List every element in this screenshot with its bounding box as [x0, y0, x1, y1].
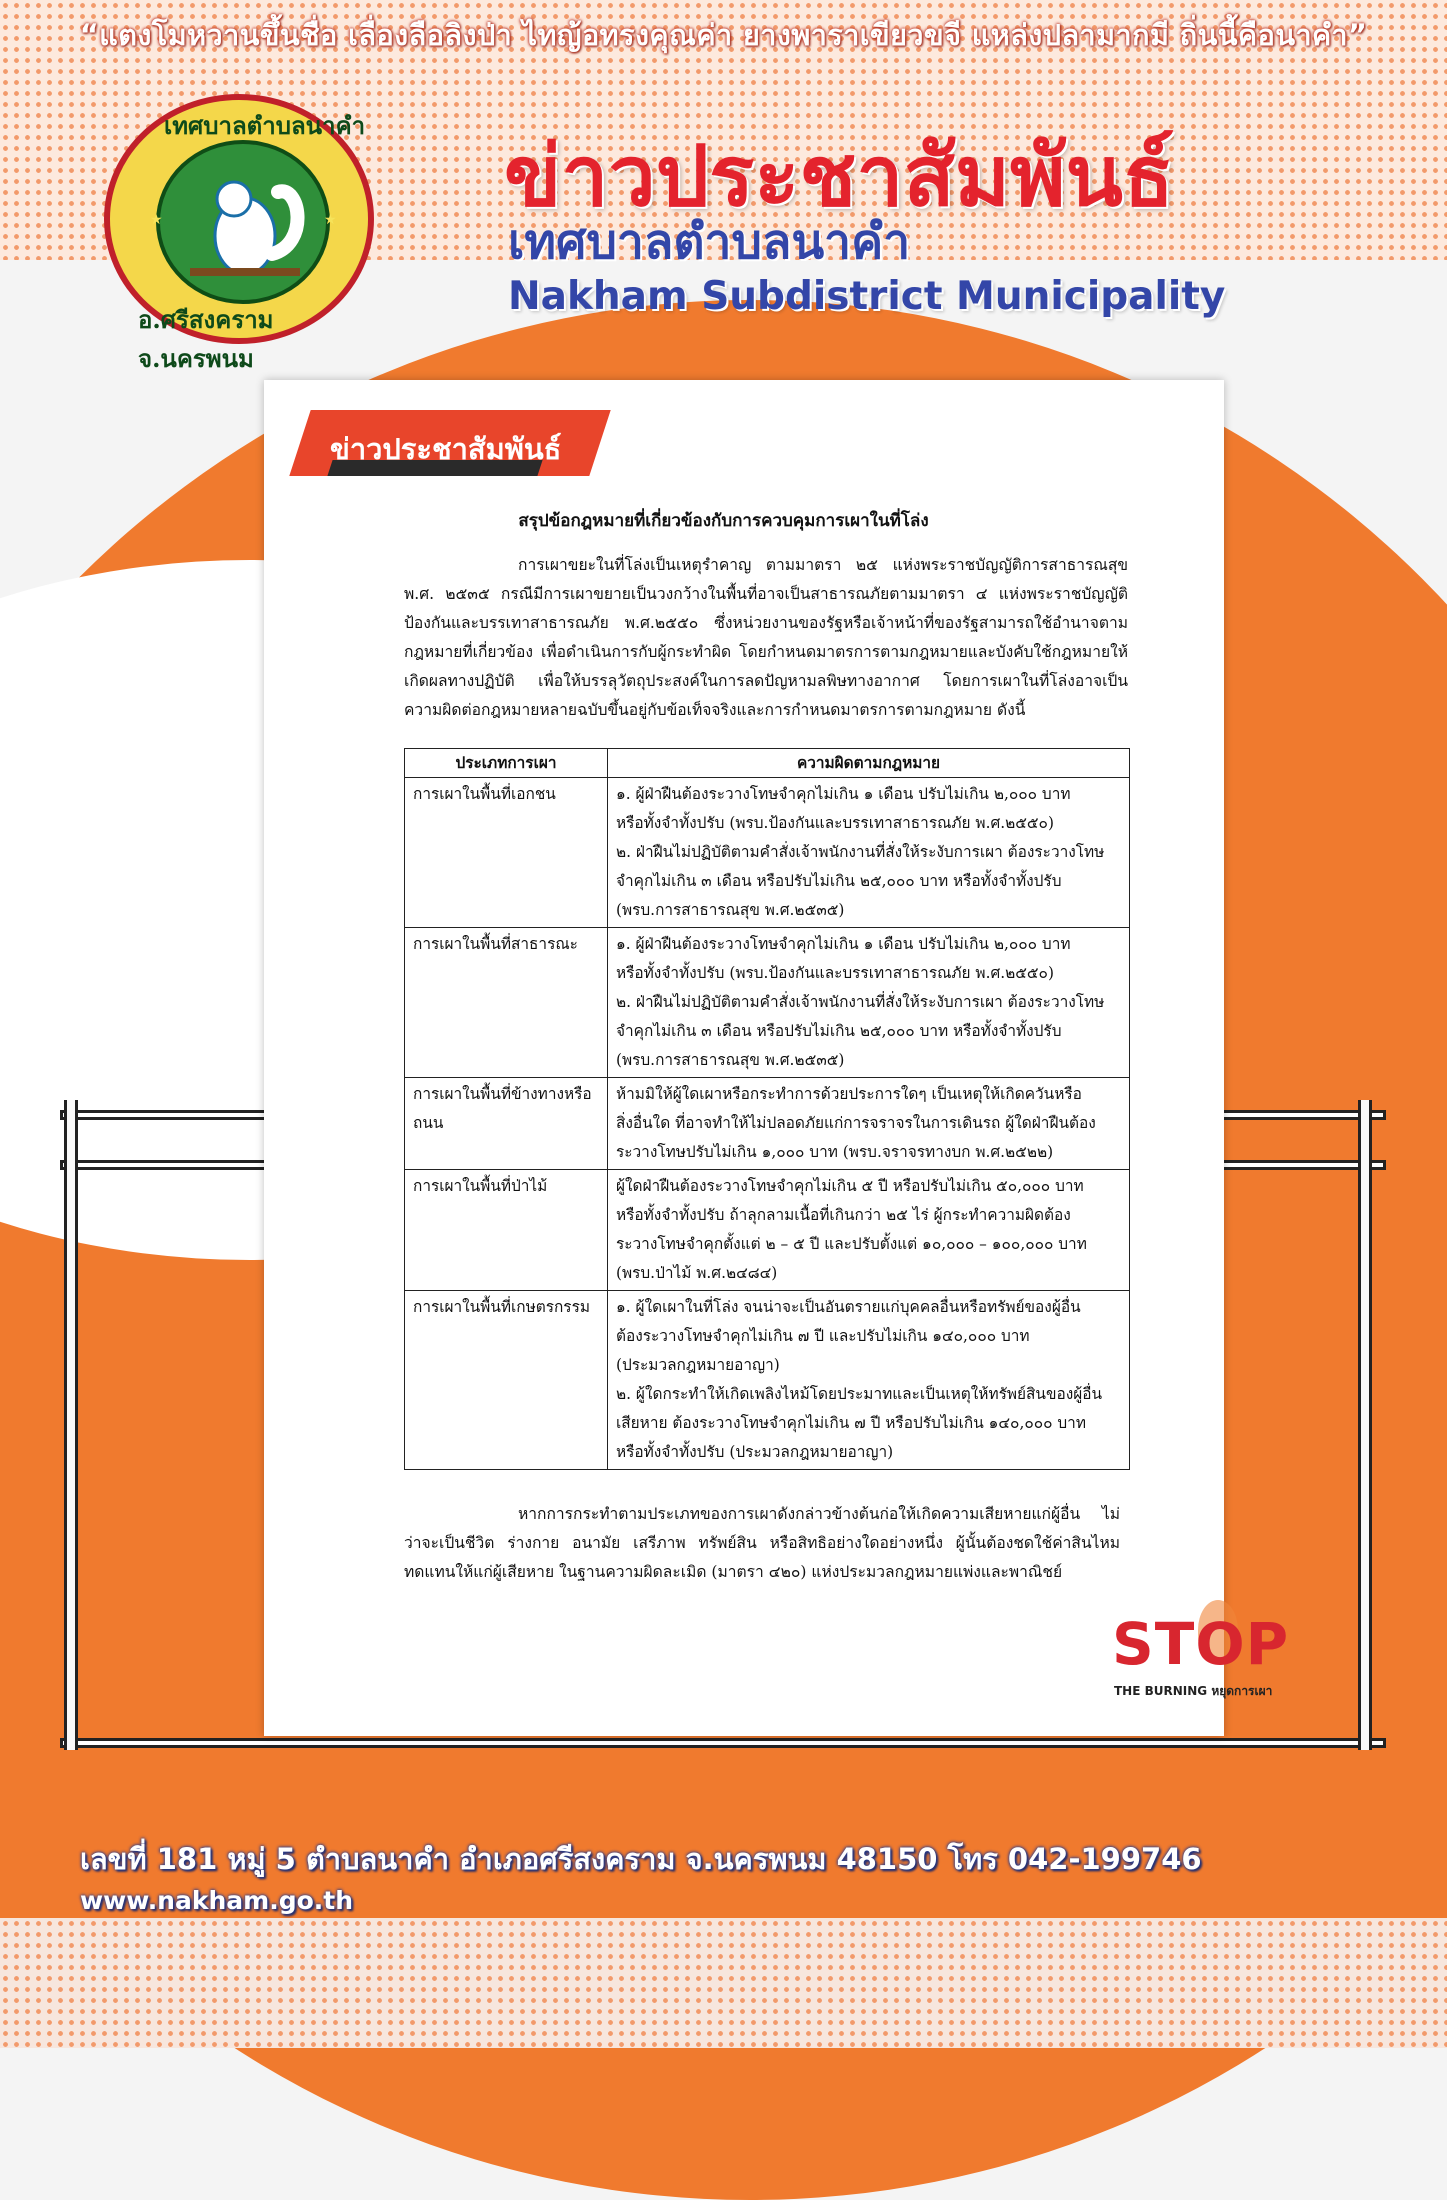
offense-line: ระวางโทษปรับไม่เกิน ๑,๐๐๐ บาท (พรบ.จราจรทางบก พ.ศ.๒๕๒๒): [616, 1143, 1054, 1161]
offense-line: สิ่งอื่นใด ที่อาจทำให้ไม่ปลอดภัยแก่การจราจรในการเดินรถ ผู้ใดฝ่าฝืนต้อง: [616, 1114, 1096, 1132]
footer-website-link[interactable]: www.nakham.go.th: [80, 1886, 354, 1915]
fence-post: [1358, 1100, 1372, 1750]
column-header-offense: ความผิดตามกฎหมาย: [608, 749, 1130, 778]
burn-type-cell: การเผาในพื้นที่ข้างทางหรือถนน: [405, 1078, 608, 1170]
offense-cell: [608, 778, 1130, 928]
offense-line: (พรบ.การสาธารณสุข พ.ศ.๒๕๓๕): [616, 901, 845, 919]
law-table: [404, 748, 1130, 1470]
offense-line: ๑. ผู้ใดเผาในที่โล่ง จนน่าจะเป็นอันตรายแก่บุคคลอื่นหรือทรัพย์ของผู้อื่น: [616, 1298, 1081, 1316]
offense-cell: [608, 1291, 1130, 1470]
table-row: [405, 1078, 1130, 1170]
dotted-background-bottom: [0, 1918, 1447, 2048]
fence-rail: [60, 1738, 1386, 1748]
organization-name-english: Nakham Subdistrict Municipality: [508, 274, 1226, 319]
burn-type-cell: การเผาในพื้นที่ป่าไม้: [405, 1170, 608, 1291]
fence-post: [64, 1100, 78, 1750]
offense-line: ๒. ฝ่าฝืนไม่ปฏิบัติตามคำสั่งเจ้าพนักงานที่สั่งให้ระงับการเผา ต้องระวางโทษ: [616, 993, 1105, 1011]
offense-line: ๑. ผู้ฝ่าฝืนต้องระวางโทษจำคุกไม่เกิน ๑ เดือน ปรับไม่เกิน ๒,๐๐๐ บาท: [616, 935, 1071, 953]
intro-text: การเผาขยะในที่โล่งเป็นเหตุรำคาญ ตามมาตรา ๒๕ แห่งพระราชบัญญัติการสาธารณสุข พ.ศ. ๒๕๓๕ กรณีมีการเผาขยายเป็นวงกว้างในพื้นที่อาจเป็นสาธารณภัยตามมาตรา ๔ แห่งพระราชบัญญัติป้องกันและบรรเทาสาธารณภัย พ.ศ.๒๕๕๐ ซึ่งหน่วยงานของรัฐหรือเจ้าหน้าที่ของรัฐสามารถใช้อำนาจตามกฎหมายที่เกี่ยวข้อง เพื่อดำเนินการกับผู้กระทำผิด โดยกำหนดมาตรการตามกฎหมายและบังคับใช้กฎหมายให้เกิดผลทางปฏิบัติ เพื่อให้บรรลุวัตถุประสงค์ในการลดปัญหามลพิษทางอากาศ โดยการเผาในที่โล่งอาจเป็นความผิดต่อกฎหมายหลายฉบับขึ้นอยู่กับข้อเท็จจริงและการกำหนดมาตรการตามกฎหมาย ดังนี้: [404, 556, 1128, 719]
offense-line: ผู้ใดฝ่าฝืนต้องระวางโทษจำคุกไม่เกิน ๕ ปี หรือปรับไม่เกิน ๕๐,๐๐๐ บาท: [616, 1177, 1084, 1195]
offense-cell: [608, 1170, 1130, 1291]
star-icon: ★: [150, 212, 163, 228]
offense-cell: [608, 928, 1130, 1078]
offense-line: ต้องระวางโทษจำคุกไม่เกิน ๗ ปี และปรับไม่เกิน ๑๔๐,๐๐๐ บาท: [616, 1327, 1030, 1345]
offense-line: (พรบ.การสาธารณสุข พ.ศ.๒๕๓๕): [616, 1051, 845, 1069]
municipality-seal-logo: [104, 94, 374, 373]
offense-line: หรือทั้งจำทั้งปรับ (พรบ.ป้องกันและบรรเทาสาธารณภัย พ.ศ.๒๕๕๐): [616, 964, 1054, 982]
intro-paragraph: [404, 551, 1128, 725]
star-icon: ★: [324, 212, 337, 228]
offense-line: ระวางโทษจำคุกตั้งแต่ ๒ – ๕ ปี และปรับตั้งแต่ ๑๐,๐๐๐ – ๑๐๐,๐๐๐ บาท: [616, 1235, 1087, 1253]
seal-inner-emblem: [156, 140, 330, 304]
table-row: [405, 1291, 1130, 1470]
stop-logo-subtitle: THE BURNING หยุดการเผา: [1114, 1684, 1273, 1698]
seal-bottom-text: อ.ศรีสงคราม จ.นครพนม: [138, 305, 274, 373]
offense-line: จำคุกไม่เกิน ๓ เดือน หรือปรับไม่เกิน ๒๕,๐๐๐ บาท หรือทั้งจำทั้งปรับ: [616, 872, 1062, 890]
squirrel-icon: [160, 144, 326, 300]
offense-line: หรือทั้งจำทั้งปรับ (ประมวลกฎหมายอาญา): [616, 1443, 894, 1461]
table-row: [405, 778, 1130, 928]
seal-top-text: เทศบาลตำบลนาคำ: [164, 111, 366, 140]
stop-burning-logo: [1098, 1600, 1326, 1704]
burn-type-cell: การเผาในพื้นที่เกษตรกรรม: [405, 1291, 608, 1470]
offense-line: (พรบ.ป่าไม้ พ.ศ.๒๔๘๔): [616, 1264, 778, 1282]
table-header-row: [405, 749, 1130, 778]
page-title: ข่าวประชาสัมพันธ์: [504, 127, 1175, 225]
closing-text: หากการกระทำตามประเภทของการเผาดังกล่าวข้างต้นก่อให้เกิดความเสียหายแก่ผู้อื่น ไม่ว่าจะเป็นชีวิต ร่างกาย อนามัย เสรีภาพ ทรัพย์สิน หรือสิทธิอย่างใดอย่างหนึ่ง ผู้นั้นต้องชดใช้ค่าสินไหมทดแทนให้แก่ผู้เสียหาย ในฐานความผิดละเมิด (มาตรา ๔๒๐) แห่งประมวลกฎหมายแพ่งและพาณิชย์: [404, 1505, 1120, 1581]
offense-line: เสียหาย ต้องระวางโทษจำคุกไม่เกิน ๗ ปี หรือปรับไม่เกิน ๑๔๐,๐๐๐ บาท: [616, 1414, 1086, 1432]
table-row: [405, 928, 1130, 1078]
slogan-banner: “แตงโมหวานขึ้นชื่อ เลื่องลือลิงป่า ไทญ้อทรงคุณค่า ยางพาราเขียวขจี แหล่งปลามากมี ถิ่นนี้คือนาคำ”: [79, 18, 1368, 52]
column-header-type: ประเภทการเผา: [405, 749, 608, 778]
offense-line: ๒. ผู้ใดกระทำให้เกิดเพลิงไหม้โดยประมาทและเป็นเหตุให้ทรัพย์สินของผู้อื่น: [616, 1385, 1103, 1403]
offense-line: (ประมวลกฎหมายอาญา): [616, 1356, 780, 1374]
stop-logo-word: STOP: [1112, 1610, 1290, 1678]
burn-type-cell: การเผาในพื้นที่เอกชน: [405, 778, 608, 928]
closing-paragraph: [404, 1500, 1120, 1587]
offense-line: ๑. ผู้ฝ่าฝืนต้องระวางโทษจำคุกไม่เกิน ๑ เดือน ปรับไม่เกิน ๒,๐๐๐ บาท: [616, 785, 1071, 803]
organization-name-thai: เทศบาลตำบลนาคำ: [508, 214, 911, 270]
burn-type-cell: การเผาในพื้นที่สาธารณะ: [405, 928, 608, 1078]
footer-address: เลขที่ 181 หมู่ 5 ตำบลนาคำ อำเภอศรีสงคราม จ.นครพนม 48150 โทร 042-199746: [80, 1842, 1202, 1876]
offense-line: ๒. ฝ่าฝืนไม่ปฏิบัติตามคำสั่งเจ้าพนักงานที่สั่งให้ระงับการเผา ต้องระวางโทษ: [616, 843, 1105, 861]
offense-line: จำคุกไม่เกิน ๓ เดือน หรือปรับไม่เกิน ๒๕,๐๐๐ บาท หรือทั้งจำทั้งปรับ: [616, 1022, 1062, 1040]
fence-rail: [60, 1160, 270, 1170]
offense-line: หรือทั้งจำทั้งปรับ ถ้าลุกลามเนื้อที่เกินกว่า ๒๕ ไร่ ผู้กระทำความผิดต้อง: [616, 1206, 1071, 1224]
offense-line: ห้ามมิให้ผู้ใดเผาหรือกระทำการด้วยประการใดๆ เป็นเหตุให้เกิดควันหรือ: [616, 1085, 1082, 1103]
badge-label: ข่าวประชาสัมพันธ์: [330, 432, 562, 466]
offense-line: หรือทั้งจำทั้งปรับ (พรบ.ป้องกันและบรรเทาสาธารณภัย พ.ศ.๒๕๕๐): [616, 814, 1054, 832]
offense-cell: [608, 1078, 1130, 1170]
table-row: [405, 1170, 1130, 1291]
document-title: สรุปข้อกฎหมายที่เกี่ยวข้องกับการควบคุมการเผาในที่โล่ง: [518, 511, 929, 531]
announcement-badge: [290, 400, 610, 486]
fence-rail: [60, 1110, 270, 1120]
